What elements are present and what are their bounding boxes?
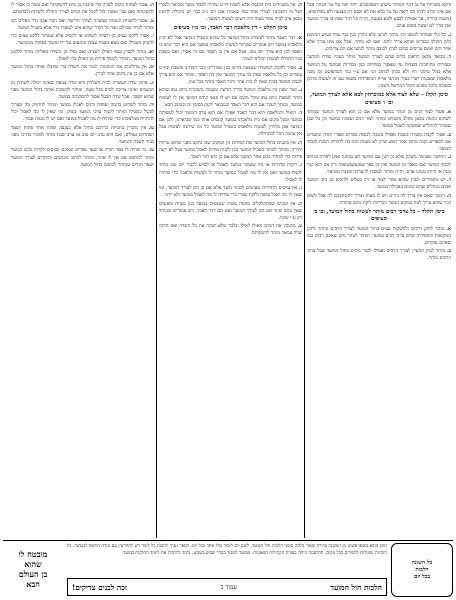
logo-right-line: בכל יום	[413, 573, 431, 580]
paragraph-number: ג.	[298, 88, 302, 94]
paragraph-number: ח.	[297, 3, 302, 8]
paragraph-text: איזהו שדה העשויה לבית השלחין היא שדה צמאה שאינה יכולה לשתות מן הגשמים ואינה צריכה למים בכל שעה, ומותר להשקות אותה בחול המועד מפני שהוא הפסד, אבל שדה הבעל אסור להשקותה במועד.	[11, 80, 154, 100]
paragraph-number: י.	[151, 34, 154, 39]
footer-logo-right	[391, 543, 453, 597]
paragraph-number: ו.	[299, 163, 302, 169]
paragraph-number: ב.	[447, 249, 451, 255]
footer-bar-blessing: זכה לבנים צדיקים!	[72, 582, 127, 592]
paragraph-text: אסור ללקט עצים מן השדה לשחוט או להסיק אלא שמותר ללקט עצים כדי להסיק בשבילו ואם מצא בשבת עצים הנוגעים על ידו ימשוך בפחות מכשיעור.	[11, 34, 154, 47]
paragraph	[159, 87, 302, 108]
paragraph-number: ד.	[447, 55, 451, 61]
paragraph-text: מותר לתקן דרכים ולהשקות עצים בחול המועד לצורך הרבים ומותר לתקן המקואות והחפירות שהם צרכי רבים במועד, ומותר לטהר מים שאינם רבים כמו שאינם עוקרים.	[307, 226, 451, 246]
paragraph-number: יא.	[148, 49, 154, 55]
paragraph-number: ב.	[298, 65, 302, 71]
paragraph-number: ט.	[297, 224, 302, 230]
logo-right-line: כל השונה	[411, 559, 433, 566]
paragraph-number: ח.	[297, 201, 302, 207]
siman-heading: סימן תקלג - שלא לצוד אלא במוכרחין לבא אלא לצורך המועד, ובו ז׳ סעיפים	[310, 92, 448, 106]
paragraph-text: מושכין את המים מאילן לאילן ובלבד שלא ישקה את כל השדה ואם היתה שדה צמאה מותר להשקותה.	[159, 224, 302, 237]
paragraph	[307, 32, 451, 53]
paragraph-text: אסור לחקוק המוערה שנעשה ביו״ט כגון שבדורינו כבר המתינו ובשבת וביו״ט עשויים וכן כל מלאכה שאין בה צורך המועד ואין בה הפסד, ומותר אם הוא צריך לבנות המועד בבית שאין לו בית אחר ודבר האבד מותר בכל ענין.	[159, 65, 302, 85]
paragraph	[159, 162, 302, 183]
paragraph	[307, 154, 451, 175]
paragraph-text: ריקות סחורות או מה שנמכר במועד לאכול או לסייע לכבוד יום טוב מותר לקנות במועד ואם אין לו מה לאכול במועד מותר לו לעשות מלאכה כדי שיהיה לו לאכול.	[159, 163, 302, 183]
paragraph	[11, 64, 154, 78]
paragraph-number: ח.	[149, 3, 154, 8]
paragraph-text: הואיל והמלאכה היא דבר האבד אפילו אם הוא ערב המועד יכול לעשותה במועד ומכל מקום אם כיון מלאכתו במועד קונסים אותו כמו שביארנו, ולכן אם המועד אכן מתירין לעשות מלאכתו בשביל המועד כל מה שירצה לעשות אבל אין עושה הכל לכתחילה.	[159, 111, 302, 138]
paragraph	[11, 49, 154, 63]
paragraph	[307, 132, 451, 153]
logo-left-line: בן העולם	[18, 569, 48, 579]
paragraph	[11, 33, 154, 47]
paragraph	[159, 2, 302, 23]
paragraph-text: יש מחמירים לענין שהוא אחר לצוד או רק בעלים ולהביא מן ניוב המועד ואינם מנהלים שהם שונים באכילה במועד.	[307, 178, 451, 191]
logo-left-line: הבא	[26, 579, 40, 589]
paragraph	[11, 18, 154, 32]
paragraph-number: ג.	[447, 155, 451, 161]
page-footer	[3, 540, 453, 599]
paragraph	[159, 185, 302, 199]
paragraph	[307, 177, 451, 191]
paragraph-text: אין משנים בחול המועד את הפירות מן המקום שבו נתקנו מפני שהוא טרחה יתירה, ומותר לסחור בשביל המועד כגון לקנות פירות לאכול במועד אבל לא יקנה פירות כדי לסחור בהם אחר המועד אלא אם כן הוא דבר האבד.	[159, 140, 302, 161]
paragraph	[159, 65, 302, 86]
paragraph-text: הנשך שאם אין צריך לה ביו״ט ויש לו מעות וצריך להשתבכם לה אבל לשום דבר שהוא צריך לנוח במקום הבשר הכריזות ליקח מהם סחורה.	[307, 193, 451, 206]
paragraph	[11, 102, 154, 123]
paragraph-number: ה.	[297, 140, 302, 146]
paragraph-number: ב.	[447, 132, 451, 138]
paragraph-number: א.	[446, 110, 451, 116]
paragraph-text: כל כלי שמותר לכבסו וכו׳ מותר לגהצו (לא גיהוץ כגון בגד גבוה כעוש המנים) ולכן החולב בבגדים שהוא צריך להם, ואם לא מותר, אבל אם אינו צורך אלא אחר הים ואינם צריכים כמים לגהץ לכובס מותר לגהצו אם הם צריכים.	[307, 32, 451, 53]
paragraph-text: מותר לכוון המעיין לצורך הרבים ואפילו לקבר מתים בחול המועד שכל צרכי הרבים מותר.	[307, 249, 451, 262]
paragraph	[307, 109, 451, 130]
paragraph-number: ד.	[447, 178, 451, 184]
paragraph-number: טז.	[148, 148, 154, 154]
paragraph-number: ג.	[447, 32, 451, 38]
paragraph-number: יב.	[148, 65, 154, 70]
paragraph-text: דבר האבד מותר לעשותו בחול המועד כל שהוא בשביל המועד אבל לא יכוון מלאכתו במועד ויש אומרים שמותר לעשות מלאכתו במועד אם הוא דבר שיש בו הפסד לכן הוא צורך יום טוב, אבל אם אין בו הפסד עם זה אסור, ואם בשבת כבר התחילו לעשות יכולים לגמור.	[159, 35, 302, 63]
paragraph-text: אין משכירים בית הכנסת אלא לשבת ויו״ט שיהיה לכבוד מועד ומבואר ולנכרי ושל מי השכונה לצורך אחר כמו שאמרו אכן הם ג״כ כבר יש ביכולת להשיג מכאן אינן לבית אחר מצוה והיו רוצים לעשות המועד.	[159, 3, 302, 23]
paragraph-number: יד.	[148, 103, 154, 109]
paragraph-text: החושה שעושה משכון שלא מן הגון עם המועד הם בכוונה ואינן לפרות ככותב לכבוד המועד ואם מאבד מן המועד ואין מן ספר שמנעשנשואות ורק אם הוא קנה וכנה אי היותו ממונו אדם, וה״ה ומותר לעשות להערכה ובבגדו ומבואר.	[307, 155, 451, 175]
paragraph	[159, 110, 302, 139]
paragraph-number: ז.	[299, 186, 302, 192]
paragraph	[159, 223, 302, 237]
paragraph	[11, 2, 154, 16]
footer-bar-title: הלכות חול המועד	[330, 582, 382, 592]
paragraph-text: ועוד שאין בין מלאכת המועד בדרך חדשה ומעשה משכורת ביום טוב שהוא מותר לעשות ביום טוב ומכל מקום אם יש לו פנאי קודם המועד אין לו לעשות במועד, ומותר לגמור אם הוא דבר האבד וכמבואר לקמן בסימן זה ובסימן הבא.	[159, 88, 302, 108]
paragraph-text: אסור להשוות הגומות שבשדה לצורך חרישה ואם הסר אבני גדר נופלים הם ומותר לגדור שבילם ועוד כל הגדר שהוא אינו לעשות גדר אלא בשביל המועד.	[11, 18, 154, 31]
logo-left-line: מובטח לו	[18, 549, 48, 559]
paragraph	[307, 2, 451, 31]
paragraph	[11, 147, 154, 168]
paragraph-text: אסור לצוד דגים מן הנהר במועד אלא אם כן הוא לצורך המועד שמותר לשחוט בהמה מכאן מחלב משמים ומותר לצוד דגים ועופות במועד וכן כל שכן שמותר להחליש שמשקה לאכול במועד.	[307, 110, 451, 130]
paragraph-text: מי שהיה לו ספר תורה או שאר ספרים שאינם קבועים לקרות בהם במועד מותר לכותבם אם אין לו אחר, ומותר לכתוב מכתבים והיתרים לצורך המועד ושאר דברים שמותר לכתבם בחול המועד.	[11, 148, 154, 168]
footer-logo-left	[3, 543, 63, 595]
paragraph	[159, 201, 302, 222]
siman-heading: סימן תקלט - דין מלאכת דבר האבד, ובו מ״ז סעיפים	[173, 25, 288, 32]
footer-bar-page: עמוד ב	[220, 583, 237, 591]
document-page	[3, 2, 453, 598]
column-right	[305, 2, 453, 538]
footer-bar	[67, 578, 387, 596]
paragraph-number: ה.	[446, 193, 451, 199]
paragraph-text: אסור לפתוח מקום לשדה כדי שיבנה מן מים להשקותה ואם עשה כן אסור לו להשקותה ואם עבר ועשה יכול לקבל את המים לצורך החולה ולשדות ולבהמתם.	[11, 3, 154, 16]
paragraph	[159, 140, 302, 161]
logo-right-line: הלכות	[415, 566, 429, 573]
text-columns	[3, 2, 453, 538]
paragraph	[159, 35, 302, 64]
paragraph-number: ד.	[298, 111, 302, 116]
column-middle	[157, 2, 305, 538]
paragraph-text: אין המנים שמתקלקלים מחמת עשיה שנעשים במועד כגון מצוות ומעשים שאין בהם שינוי אם הם לצורך המועד ואם הם דבר האבד, ויש אומרים שמותר רק ע״י שינוי.	[159, 201, 302, 221]
footer-note: תוכן מובא באופן פשוט מן המשנה ברורה ובאור הלכה סימני הלכות חול המועד, לשם יום לימוד כולו אחד בכל יום. הספר נערך להבנת כל לומד ויש להתייעץ עם מורה הוראה למעשה. כל הזכויות שמורות ללומדים בכל מקום, ההדפסה היתה בעזרת הקהילות הנאמנות. ממועד למועד כסדר שבוע בשבוע, נלמד להרבות את לימוד ההלכות במועד.	[67, 544, 387, 556]
logo-left-line: שהוא	[24, 559, 42, 569]
paragraph-number: א.	[297, 35, 302, 41]
paragraph-text: אין מהליכים את הבהמות לגמר את השדה כדי שיזבלו אותה בחול המועד אלא אם כן אין מקום אחר לגדרן.	[11, 65, 154, 78]
paragraph	[307, 54, 451, 90]
paragraph-text: אסור לקנות מוערה בשבת ואפילו בשבת לכסות ספרים וספרי תורה ומועדים אם הספרים נקנה מחזון אמר ראש שרק לא נשמח הנה בה לתורתו רגבות לכבוד המועד.	[307, 132, 451, 153]
paragraph	[11, 80, 154, 101]
paragraph-text: אין עושים תחרויות שעושים לכבוד מועד אלא אם כן הם לצורך המועד, ומי שאין לו מה יאכל עושה ולוקח שכרו כדי שיהיה לו מה לאכול במועד ולא יותר.	[159, 186, 302, 199]
paragraph	[307, 193, 451, 207]
paragraph-number: יג.	[149, 80, 154, 86]
paragraph-text: ודקא בשוויות על גב דבר המותר משום דמסכסכים יותר יפה על גבי הבהה אבל אם אינו קרוב לבתו הם רואה על גבי בלא את לא יכבס רק בצנעה ולא בפרהסיא, (משנה ברורה, אך אסורת לבצע ולבא בצנעה, וה״ה כל דבר שאין בו צורך המועד ואין סרך לא יעשה בשום פנים.	[307, 3, 451, 30]
paragraph-text: אין מוכרין בחנויות כדרכם בחול אלא בצנעה ופתח אחד פתוח ושאר הפתחים נעולים, ואם הוא ערב יום טוב או ערב שבת מותר למכור כדרכו מפני כבוד השבת והמועד.	[11, 125, 154, 146]
paragraph-number: ט.	[149, 18, 154, 24]
paragraph-text: מבואר מכאן הדאמן כלים שהם לצורך המועד מותר בעיניו סודת המתנה ועבודות מתוחבות בשניות עד שאסור בפתיחה כגון מסירות שמועד על המוועד אלא בגלל מתוכי היו ולא בכוון לכתוב וכו׳ אם ע״י בגד השתפשט וכן מבה מלאכות שאבנות ישרו בעיר מכתבי אי״ח המופרדות בשפה עם זה לעשות מדוכן ובסוכה בלבד בפנים והכל המוראל השנה.	[307, 55, 451, 90]
paragraph-number: א.	[446, 226, 451, 232]
paragraph-number: טו.	[148, 125, 154, 131]
column-left	[9, 2, 157, 538]
paragraph	[11, 125, 154, 146]
paragraph	[307, 226, 451, 247]
paragraph-text: מותר לקצוץ ענפי האילן לעצים ואם נפלו מן השדה מאליהן מותר ללקטן בחול המועד, ומותר לקטוף פירות מן האילן כדי לאכלן.	[11, 49, 154, 62]
paragraph	[307, 248, 451, 262]
siman-heading: סימן תקלד - כל צרכי רבים מותר לעשות בחול המועד, ובו ב׳ סעיפים	[313, 208, 445, 223]
paragraph-text: מותר לשחוט בהמה ועופות ודגים לאכלן במועד ומותר להחזיק מה שצריך לבשל בשבילו ומותר לקנות צרכי המועד בשוק, ומי שאין לו מה לאכול יכול להרוויח ממלאכתו כדי שיהיה לו מה לאכול במועד ואם יש לו מעות אסור.	[11, 103, 154, 123]
